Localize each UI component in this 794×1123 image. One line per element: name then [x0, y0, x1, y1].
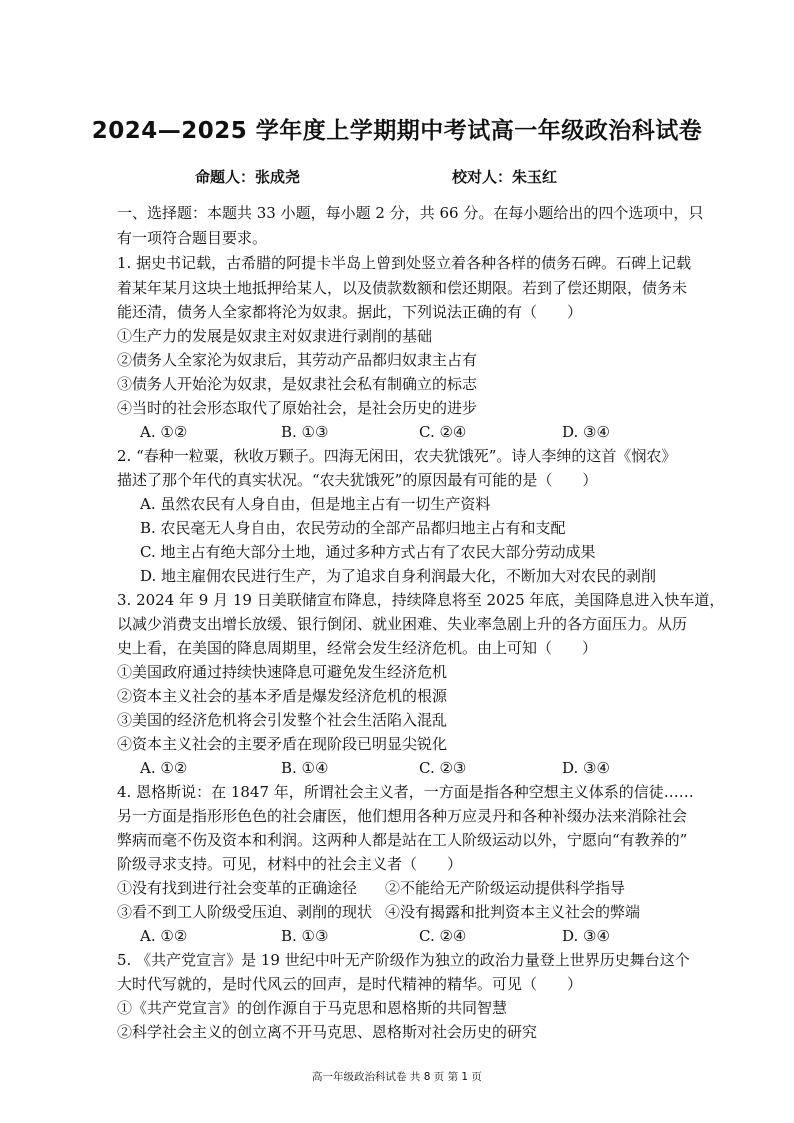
q2-stem-line: 2. “春种一粒粟，秋收万颗子。四海无闲田，农夫犹饿死”。诗人李绅的这首《悯农》: [117, 447, 677, 465]
q2-option-a: A. 虽然农民有人身自由，但是地主占有一切生产资料: [140, 495, 491, 513]
q4-stem-line: 阶级寻求支持。可见，材料中的社会主义者（ ）: [117, 855, 463, 873]
q4-statement: ④没有揭露和批判资本主义社会的弊端: [385, 903, 641, 921]
q4-stem-line: 4. 恩格斯说：在 1847 年，所谓社会主义者，一方面是指各种空想主义体系的信徒……: [117, 783, 694, 801]
section-header-line: 有一项符合题目要求。: [117, 229, 268, 247]
q4-statement: ①没有找到进行社会变革的正确途径: [117, 879, 358, 897]
q4-statement: ③看不到工人阶级受压迫、剥削的现状: [117, 903, 373, 921]
q1-option-d: D. ③④: [562, 423, 610, 441]
q1-stem-line: 能还清，债务人全家都将沦为奴隶。据此，下列说法正确的有（ ）: [117, 303, 583, 321]
section-header-line: 一、选择题：本题共 33 小题，每小题 2 分，共 66 分。在每小题给出的四个选项中，只: [117, 204, 704, 222]
q3-statement: ②资本主义社会的基本矛盾是爆发经济危机的根源: [117, 687, 448, 705]
q3-option-c: C. ②③: [419, 759, 467, 777]
q3-stem-line: 史上看，在美国的降息周期里，经常会发生经济危机。由上可知（ ）: [117, 639, 598, 657]
q3-stem-line: 以减少消费支出增长放缓、银行倒闭、就业困难、失业率急剧上升的各方面压力。从历: [117, 615, 688, 633]
q4-stem-line: 另一方面是指形形色色的社会庸医，他们想用各种万应灵丹和各种补缀办法来消除社会: [117, 807, 688, 825]
page-footer: 高一年级政治科试卷 共 8 页 第 1 页: [312, 1071, 482, 1083]
q3-option-b: B. ①④: [281, 759, 329, 777]
q1-stem-line: 着某年某月这块土地抵押给某人，以及债款数额和偿还期限。若到了偿还期限，债务未: [117, 279, 688, 297]
q5-statement: ②科学社会主义的创立离不开马克思、恩格斯对社会历史的研究: [117, 1023, 538, 1041]
q2-stem-line: 描述了那个年代的真实状况。“农夫犹饿死”的原因最有可能的是（ ）: [117, 471, 598, 489]
q5-stem-line: 5. 《共产党宣言》是 19 世纪中叶无产阶级作为独立的政治力量登上世界历史舞台这个: [117, 951, 690, 969]
q4-statement: ②不能给无产阶级运动提供科学指导: [385, 879, 626, 897]
q3-option-d: D. ③④: [562, 759, 610, 777]
q1-option-c: C. ②④: [419, 423, 467, 441]
q1-statement: ②债务人全家沦为奴隶后，其劳动产品都归奴隶主占有: [117, 351, 478, 369]
q3-statement: ①美国政府通过持续快速降息可避免发生经济危机: [117, 663, 448, 681]
q2-option-d: D. 地主雇佣农民进行生产，为了追求自身利润最大化，不断加大对农民的剥削: [140, 567, 657, 585]
q4-option-d: D. ③④: [562, 927, 610, 945]
proofreader: 校对人：朱玉红: [452, 168, 558, 186]
q2-option-c: C. 地主占有绝大部分土地，通过多种方式占有了农民大部分劳动成果: [140, 543, 596, 561]
q1-stem-line: 1. 据史书记载，古希腊的阿提卡半岛上曾到处竖立着各种各样的债务石碑。石碑上记载: [117, 254, 692, 272]
q1-statement: ④当时的社会形态取代了原始社会，是社会历史的进步: [117, 399, 478, 417]
q1-option-b: B. ①③: [281, 423, 329, 441]
exam-title: 2024—2025 学年度上学期期中考试高一年级政治科试卷: [91, 118, 703, 144]
q3-option-a: A. ①②: [140, 759, 188, 777]
q3-stem-line: 3. 2024 年 9 月 19 日美联储宣布降息，持续降息将至 2025 年底，美国降息进入快车道，: [117, 591, 725, 609]
author-line: [195, 166, 615, 187]
q1-option-a: A. ①②: [140, 423, 188, 441]
q5-statement: ①《共产党宣言》的创作源自于马克思和恩格斯的共同智慧: [117, 999, 508, 1017]
q4-stem-line: 弊病而毫不伤及资本和利润。这两种人都是站在工人阶级运动以外，宁愿向“有教养的”: [117, 831, 688, 849]
q1-statement: ①生产力的发展是奴隶主对奴隶进行剥削的基础: [117, 327, 433, 345]
q2-option-b: B. 农民毫无人身自由，农民劳动的全部产品都归地主占有和支配: [140, 519, 566, 537]
q3-statement: ④资本主义社会的主要矛盾在现阶段已明显尖锐化: [117, 735, 448, 753]
q4-option-b: B. ①③: [281, 927, 329, 945]
q5-stem-line: 大时代写就的，是时代风云的回声，是时代精神的精华。可见（ ）: [117, 975, 583, 993]
q1-statement: ③债务人开始沦为奴隶，是奴隶社会私有制确立的标志: [117, 375, 478, 393]
q4-option-c: C. ②④: [419, 927, 467, 945]
q4-option-a: A. ①②: [140, 927, 188, 945]
question-setter: 命题人：张成尧: [195, 168, 301, 186]
q3-statement: ③美国的经济危机将会引发整个社会生活陷入混乱: [117, 711, 448, 729]
